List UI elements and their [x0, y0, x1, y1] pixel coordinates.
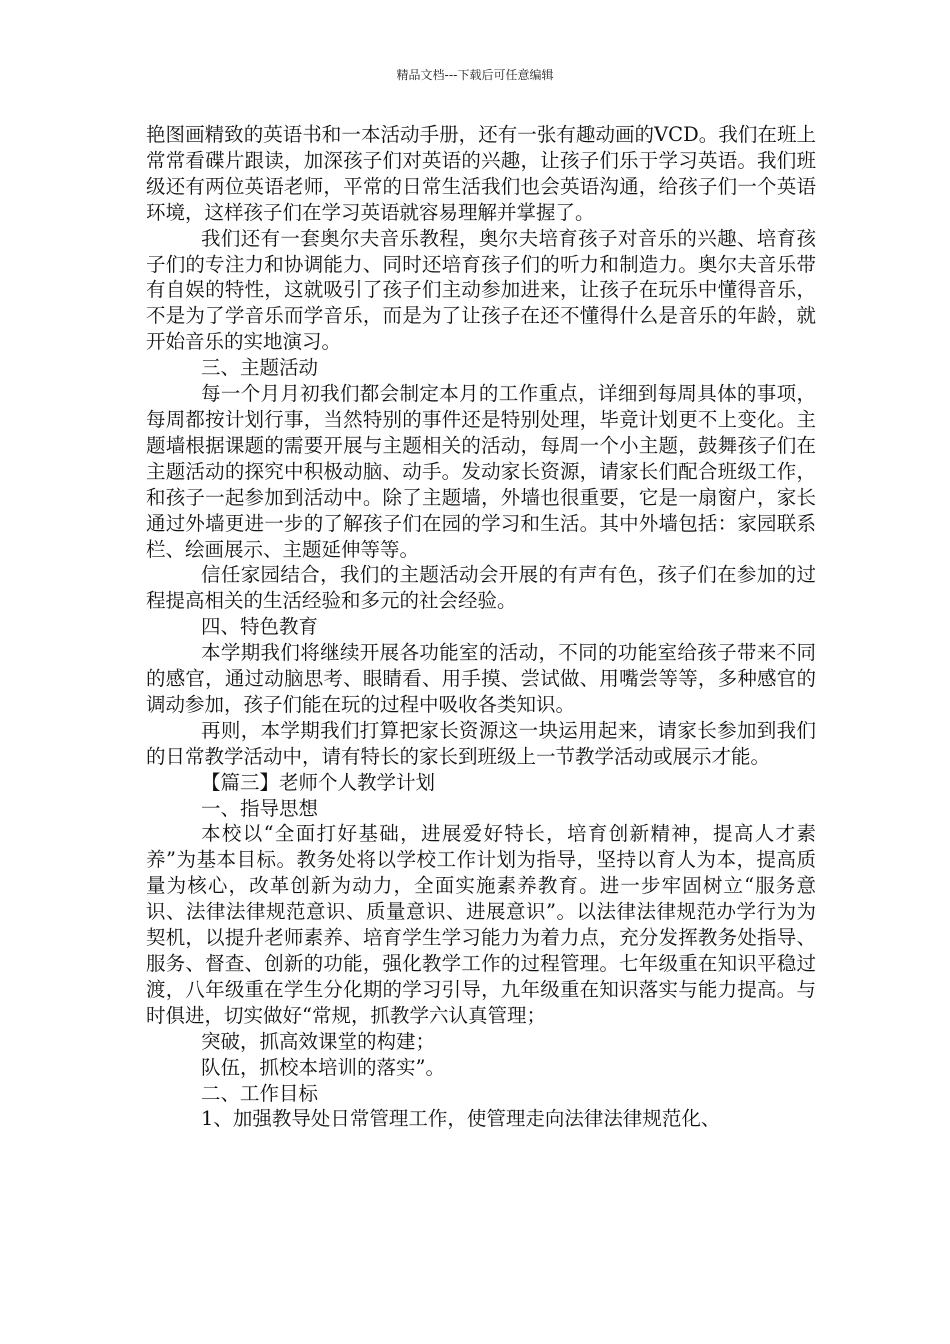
section-heading: 【篇三】老师个人教学计划	[201, 770, 436, 794]
document-body	[146, 122, 816, 1132]
page-header: 精品文档---下载后可任意编辑	[396, 68, 554, 82]
paragraph: 本学期我们将继续开展各功能室的活动，不同的功能室给孩子带来不同的感官，通过动脑思考、眼睛看、用手摸、尝试做、用嘴尝等等，多种感官的调动参加，孩子们能在玩的过程中吸收各类知识。	[146, 641, 816, 716]
paragraph: 我们还有一套奥尔夫音乐教程，奥尔夫培育孩子对音乐的兴趣、培育孩子们的专注力和协调能力、同时还培育孩子们的听力和制造力。奥尔夫音乐带有自娱的特性，这就吸引了孩子们主动参加进来，让孩子在玩乐中懂得音乐，不是为了学音乐而学音乐，而是为了让孩子在还不懂得什么是音乐的年龄，就开始音乐的实地演习。	[146, 226, 816, 354]
section-heading: 突破，抓高效课堂的构建；	[201, 1029, 436, 1053]
section-heading: 队伍，抓校本培训的落实”。	[201, 1055, 445, 1079]
section-heading: 一、指导思想	[201, 796, 319, 820]
section-heading: 三、主题活动	[201, 356, 319, 380]
paragraph: 每一个月月初我们都会制定本月的工作重点，详细到每周具体的事项，每周都按计划行事，当然特别的事件还是特别处理，毕竟计划更不上变化。主题墙根据课题的需要开展与主题相关的活动，每周一个小主题，鼓舞孩子们在主题活动的探究中积极动脑、动手。发动家长资源，请家长们配合班级工作，和孩子一起参加到活动中。除了主题墙，外墙也很重要，它是一扇窗户，家长通过外墙更进一步的了解孩子们在园的学习和生活。其中外墙包括：家园联系栏、绘画展示、主题延伸等等。	[146, 382, 816, 561]
paragraph: 艳图画精致的英语书和一本活动手册，还有一张有趣动画的VCD。我们在班上常常看碟片跟读，加深孩子们对英语的兴趣，让孩子们乐于学习英语。我们班级还有两位英语老师，平常的日常生活我们也会英语沟通，给孩子们一个英语环境，这样孩子们在学习英语就容易理解并掌握了。	[146, 123, 816, 224]
section-heading: 四、特色教育	[201, 615, 319, 639]
paragraph: 信任家园结合，我们的主题活动会开展的有声有色，孩子们在参加的过程提高相关的生活经验和多元的社会经验。	[146, 563, 816, 613]
section-heading: 二、工作目标	[201, 1081, 319, 1105]
paragraph: 本校以“全面打好基础，进展爱好特长，培育创新精神，提高人才素养”为基本目标。教务处将以学校工作计划为指导，坚持以育人为本，提高质量为核心，改革创新为动力，全面实施素养教育。进一步牢固树立“服务意识、法律法律规范意识、质量意识、进展意识”。以法律法律规范办学行为为契机，以提升老师素养、培育学生学习能力为着力点，充分发挥教务处指导、服务、督查、创新的功能，强化教学工作的过程管理。七年级重在知识平稳过渡，八年级重在学生分化期的学习引导，九年级重在知识落实与能力提高。与时俱进，切实做好“常规，抓教学六认真管理；	[146, 822, 816, 1027]
paragraph: 1、加强教导处日常管理工作，使管理走向法律法律规范化、	[201, 1107, 721, 1131]
paragraph: 再则，本学期我们打算把家长资源这一块运用起来，请家长参加到我们的日常教学活动中，请有特长的家长到班级上一节教学活动或展示才能。	[146, 718, 816, 768]
